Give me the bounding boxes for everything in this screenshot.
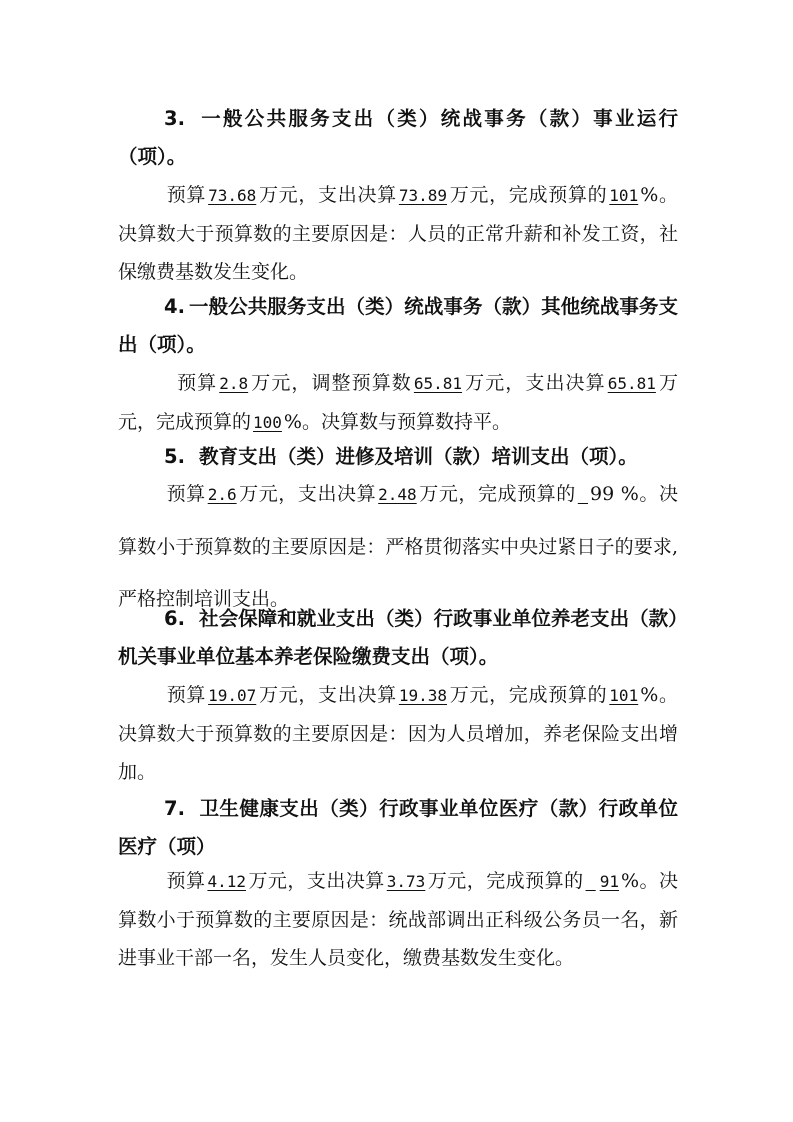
section-4-budget-value: 2.8 — [219, 374, 249, 393]
section-7-number: 7. — [164, 797, 185, 820]
section-7-blank: ​ — [585, 872, 596, 891]
section-4-body: 预算 2.8 万元，调整预算数 65.81 万元，支出决算 65.81 万元，完成预算的 100 %。决算数与预算数持平。 — [118, 372, 678, 433]
section-7-title: 卫生健康支出（类）行政事业单位医疗（款）行政单位医疗（项） — [118, 797, 678, 858]
section-5-budget-value: 2.6 — [207, 485, 237, 504]
section-6-body: 预算 19.07 万元，支出决算 19.38 万元，完成预算的 101 %。决算数大于预算数的主要原因是：因为人员增加，养老保险支出增加。 — [118, 684, 678, 783]
section-4-final-value: 65.81 — [607, 374, 656, 393]
section-4-title: 一般公共服务支出（类）统战事务（款）其他统战事务支出（项）。 — [118, 295, 678, 356]
section-4-rate-value: 100 — [253, 413, 282, 432]
section-3-heading — [118, 100, 678, 176]
section-6-budget-value: 19.07 — [208, 686, 257, 705]
section-7-body: 预算 4.12 万元，支出决算 3.73 万元，完成预算的 ​ 91 %。决算数小于预算数的主要原因是：统战部调出正科级公务员一名，新进事业干部一名，发生人员变化，缴费基数发生变化。 — [118, 870, 678, 969]
section-6-rate-value: 101 — [609, 686, 639, 705]
section-5-blank: ​ — [577, 485, 588, 504]
section-3-rate-value: 101 — [609, 186, 639, 205]
section-3-body: 预算 73.68 万元，支出决算 73.89 万元，完成预算的 101 %。决算数大于预算数的主要原因是：人员的正常升薪和补发工资，社保缴费基数发生变化。 — [118, 184, 678, 283]
section-5-title: 教育支出（类）进修及培训（款）培训支出（项）。 — [198, 445, 638, 468]
section-5-body: 预算 2.6 万元，支出决算 2.48 万元，完成预算的 ​ 99 %。决算数小于预算数的主要原因是：严格贯彻落实中央过紧日子的要求,严格控制培训支出。 — [118, 483, 678, 610]
section-7-heading — [118, 790, 678, 866]
section-5-final-value: 2.48 — [378, 485, 417, 504]
section-3-title: 一般公共服务支出（类）统战事务（款）事业运行（项）。 — [118, 107, 678, 168]
section-3-number: 3. — [164, 107, 185, 130]
section-3-budget-value: 73.68 — [208, 186, 257, 205]
section-6-title: 社会保障和就业支出（类）行政事业单位养老支出（款）机关事业单位基本养老保险缴费支出（项）。 — [118, 607, 678, 668]
section-7-rate-value: 91 — [599, 872, 619, 891]
section-6-number: 6. — [164, 607, 185, 630]
section-6-final-value: 19.38 — [398, 686, 448, 705]
section-7-budget-value: 4.12 — [207, 872, 246, 891]
section-5-number: 5. — [164, 445, 185, 468]
section-4-adjusted-value: 65.81 — [413, 374, 463, 393]
section-4-heading — [118, 288, 678, 364]
section-3-final-value: 73.89 — [398, 186, 448, 205]
section-7-final-value: 3.73 — [386, 872, 426, 891]
section-4-number: 4. — [164, 295, 185, 318]
section-6-heading — [118, 600, 678, 676]
